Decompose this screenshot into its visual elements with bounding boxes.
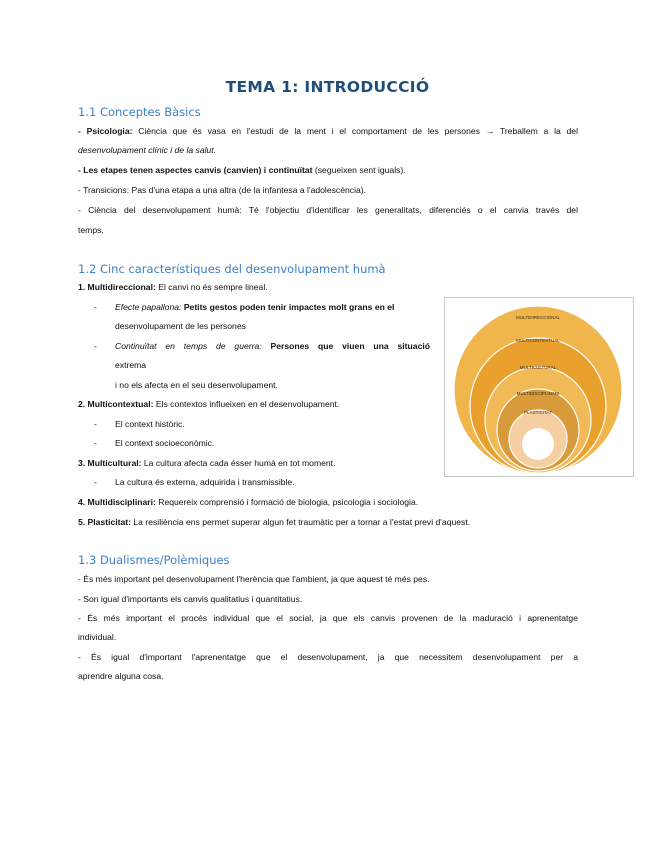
term-psicologia: - Psicologia:	[78, 126, 139, 136]
section-heading-1-1: 1.1 Conceptes Bàsics	[78, 105, 201, 119]
item-text: Requereix comprensió i formació de biologia, psicologia i sociologia.	[155, 497, 419, 507]
paragraph-transicions: - Transicions: Pas d'una etapa a una altra (de la infantesa a l'adolescència).	[78, 185, 367, 195]
item-text: Els contextos influeixen en el desenvolupament.	[153, 399, 340, 409]
sub-item-historic: El context històric.	[115, 419, 185, 429]
sub-item-papallona-cont: desenvolupament de les persones	[115, 321, 246, 331]
circle-center	[522, 428, 554, 460]
sub-item-guerra	[115, 341, 430, 352]
label-plasticitat: PLASTICITAT	[524, 410, 552, 415]
item-term: 2. Multicontextual:	[78, 399, 154, 409]
sub-item-papallona	[115, 302, 415, 313]
bullet: -	[94, 438, 97, 448]
sub-item-socioeconomic: El context socioeconòmic.	[115, 438, 215, 448]
concentric-circles-diagram	[444, 297, 634, 477]
page-title: TEMA 1: INTRODUCCIÓ	[225, 78, 430, 96]
bullet: -	[94, 302, 97, 312]
label-multidireccional: MULTIDIRECCIONAL	[516, 315, 560, 320]
paragraph-etapes	[78, 165, 578, 176]
paragraph-aprenentatge: - És igual d'important l'aprenentatge que el desenvolupament, ja que necessitem desenvolupament per a	[78, 652, 578, 662]
section-heading-1-3: 1.3 Dualismes/Polèmiques	[78, 553, 230, 567]
list-item-plasticitat	[78, 517, 578, 528]
item-text: La resiliència ens permet superar algun fet traumàtic per a tornar a l'estat previ d'aquest.	[131, 517, 471, 527]
sub-item-guerra-cont: extrema	[115, 360, 147, 370]
paragraph-ciencia: - Ciència del desenvolupament humà: Té l'objectiu d'identificar les generalitats, diferenciés o el canvia través del	[78, 205, 578, 215]
definition-psicologia-end: desenvolupament clínic i de la salut.	[78, 145, 217, 155]
paragraph-ciencia-cont: temps.	[78, 225, 104, 235]
list-item-multidisciplinari	[78, 497, 578, 508]
item-text: La cultura afecta cada ésser humà en tot moment.	[141, 458, 336, 468]
paragraph-herencia: - És més important pel desenvolupament l'herència que l'ambient, ja que aquest té més pes.	[78, 574, 430, 584]
bullet: -	[94, 419, 97, 429]
etapes-text: - Les etapes tenen aspectes canvis (canvien) i continuïtat	[78, 165, 315, 175]
sub-item-text: Petits gestos poden tenir impactes molt grans en el	[183, 302, 395, 312]
list-item-multidireccional	[78, 282, 578, 293]
etapes-note: (segueixen sent iguals).	[314, 165, 406, 175]
label-multicontextual: MULTICONTEXTUAL	[516, 338, 560, 343]
paragraph-aprenentatge-cont: aprendre alguna cosa.	[78, 671, 164, 681]
definition-psicologia: Ciència que és vasa en l'estudi de la ment i el comportament de les persones → Treballem a la del	[138, 126, 579, 136]
item-term: 1. Multidireccional:	[78, 282, 156, 292]
item-term: 3. Multicultural:	[78, 458, 142, 468]
item-term: 4. Multidisciplinari:	[78, 497, 156, 507]
paragraph-psicologia-cont	[78, 145, 578, 156]
sub-item-text: Persones que viuen una situació	[270, 341, 430, 351]
paragraph-psicologia	[78, 126, 578, 137]
bullet: -	[94, 341, 97, 351]
item-text: El canvi no és sempre lineal.	[155, 282, 268, 292]
sub-item-term: Continuïtat en temps de guerra:	[115, 341, 271, 351]
section-heading-1-2: 1.2 Cinc característiques del desenvolupament humà	[78, 262, 386, 276]
paragraph-individual-cont: individual.	[78, 632, 117, 642]
sub-item-cultura: La cultura és externa, adquirida i transmissible.	[115, 477, 295, 487]
sub-item-guerra-cont2: i no els afecta en el seu desenvolupament.	[115, 380, 278, 390]
item-term: 5. Plasticitat:	[78, 517, 132, 527]
sub-item-term: Efecte papallona:	[115, 302, 184, 312]
bullet: -	[94, 477, 97, 487]
paragraph-canvis: - Son igual d'importants els canvis qualitatius i quantitatius.	[78, 594, 303, 604]
label-multidisciplinari: MULTIDISCIPLINARI	[516, 391, 560, 396]
paragraph-individual: - És més important el procés individual que el social, ja que els canvis provenen de la maduració i aprenentatge	[78, 613, 578, 623]
label-multicultural: MULTICULTURAL	[519, 365, 557, 370]
